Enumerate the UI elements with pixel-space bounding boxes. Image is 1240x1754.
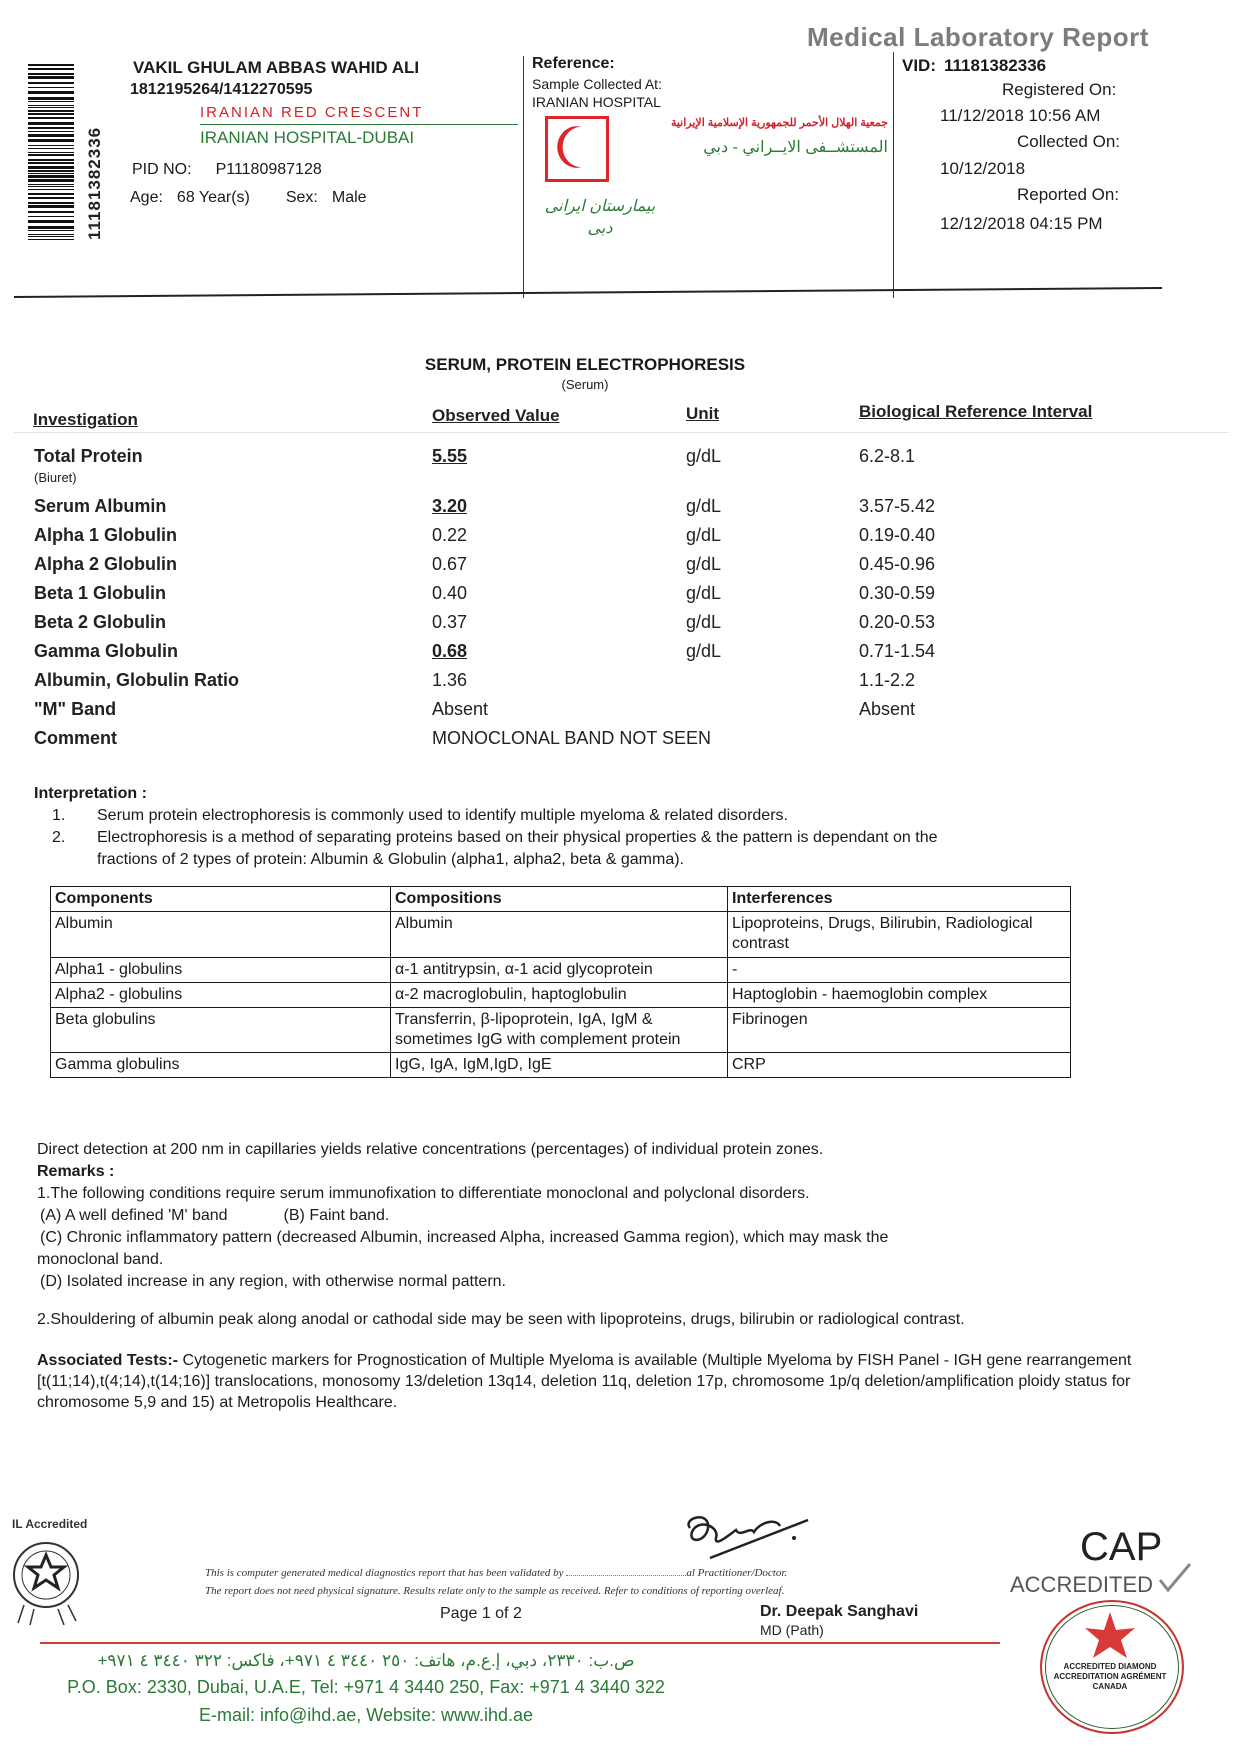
result-name: Comment: [34, 728, 118, 748]
table-row: [51, 958, 1071, 983]
disclaimer-line-1: [205, 1566, 787, 1580]
patient-ids: 1812195264/1412270595: [130, 81, 313, 98]
sex-label: Sex:: [285, 189, 318, 206]
interpretation-number: 2.: [52, 829, 66, 846]
barcode-bar: [28, 162, 74, 164]
composition-cell: Albumin: [391, 912, 728, 958]
accreditation-canada-star-icon: [1085, 1612, 1135, 1658]
vid-label: VID:: [902, 56, 936, 75]
result-unit: g/dL: [686, 583, 722, 603]
result-method: (Biuret): [34, 470, 77, 485]
barcode-bar: [28, 139, 74, 142]
test-title-text: SERUM, PROTEIN ELECTROPHORESIS: [424, 355, 746, 374]
result-reference: 0.45-0.96: [859, 554, 936, 574]
associated-tests-label: Associated Tests:-: [37, 1352, 179, 1369]
barcode-bar: [28, 230, 74, 231]
barcode-bar: [28, 193, 74, 195]
result-name: Beta 1 Globulin: [34, 583, 167, 603]
barcode-bar: [28, 186, 74, 187]
logo-persian-line-1: بیمارستان ایرانی: [544, 198, 656, 215]
barcode-bar: [28, 122, 74, 125]
header-compositions: Compositions: [391, 887, 728, 912]
hospital-arabic-red: جمعية الهلال الأحمر للجمهورية الإسلامية الإيرانية: [670, 117, 888, 129]
interpretation-text: Electrophoresis is a method of separating proteins based on their physical properties & the pattern is dependant on the: [97, 829, 938, 846]
column-header-unit: Unit: [686, 404, 720, 423]
barcode-bar: [28, 189, 74, 190]
interference-cell: Haptoglobin - haemoglobin complex: [728, 983, 1071, 1008]
interpretation-item: [52, 828, 938, 847]
barcode-bar: [28, 105, 74, 106]
associated-tests-text: Cytogenetic markers for Prognostication of Multiple Myeloma is available (Multiple Myeloma by FISH Panel - IGH gene rearrangement [t(11;14),t(4;14),t(14;16)] translocations, monosomy 13/deletion 13q14, deletion 11q, deletion 17p, chromosome 1p/q deletion/amplification ploidy status for chromosome 5,9 and 15) at Metropolis Healthcare.: [37, 1352, 1132, 1411]
barcode-bar: [28, 91, 74, 94]
composition-cell: Transferrin, β-lipoprotein, IgA, IgM & sometimes IgG with complement protein: [391, 1008, 728, 1053]
test-title: [0, 355, 1240, 375]
component-cell: Albumin: [51, 912, 391, 958]
barcode-bar: [28, 184, 74, 185]
svg-text:ACCREDITED: ACCREDITED: [1010, 1572, 1154, 1597]
red-crescent-icon: [552, 121, 596, 173]
result-reference: 0.19-0.40: [859, 525, 936, 545]
remark-ab: [40, 1206, 389, 1226]
barcode-bar: [28, 234, 74, 235]
barcode-number: 11181382336: [85, 126, 104, 240]
result-reference: 6.2-8.1: [859, 446, 916, 466]
result-name: Serum Albumin: [34, 496, 167, 516]
reported-value: 12/12/2018 04:15 PM: [940, 214, 1103, 233]
result-reference: 0.71-1.54: [859, 641, 936, 661]
composition-cell: α-2 macroglobulin, haptoglobulin: [391, 983, 728, 1008]
remark-1: 1.The following conditions require serum immunofixation to differentiate monoclonal and polyclonal disorders.: [37, 1185, 810, 1202]
barcode-bar: [28, 101, 74, 102]
test-specimen-text: (Serum): [561, 377, 609, 392]
component-cell: Alpha1 - globulins: [51, 958, 391, 983]
barcode-bar: [28, 82, 74, 84]
result-value: 0.67: [432, 554, 468, 574]
barcode-bar: [28, 175, 74, 178]
registered-label: Registered On:: [1002, 80, 1117, 99]
result-unit: g/dL: [686, 554, 722, 574]
result-value: MONOCLONAL BAND NOT SEEN: [432, 728, 712, 748]
barcode-bar: [28, 64, 74, 66]
interpretation-text: Serum protein electrophoresis is commonly used to identify multiple myeloma & related disorders.: [97, 807, 788, 824]
component-cell: Gamma globulins: [51, 1053, 391, 1078]
result-name: Alpha 2 Globulin: [34, 554, 177, 574]
result-reference: 3.57-5.42: [859, 496, 936, 516]
result-unit: g/dL: [686, 525, 722, 545]
components-table: [50, 886, 1071, 1078]
interpretation-number: 1.: [52, 807, 66, 824]
interpretation-heading: Interpretation :: [34, 785, 147, 802]
doctor-name: Dr. Deepak Sanghavi: [760, 1603, 919, 1620]
result-name: Alpha 1 Globulin: [34, 525, 177, 545]
column-header-rule: [14, 432, 1229, 433]
logo-persian-text: [530, 196, 670, 240]
header-divider-left: [523, 56, 524, 298]
result-value: 0.22: [432, 525, 468, 545]
barcode-bar: [28, 68, 74, 70]
registered-value: 11/12/2018 10:56 AM: [940, 106, 1101, 125]
disclaimer-1a: This is computer generated medical diagnostics report that has been validated by: [205, 1567, 564, 1579]
barcode-bar: [28, 226, 74, 229]
table-row: [51, 983, 1071, 1008]
barcode-bar: [28, 159, 74, 161]
barcode-bar: [28, 170, 74, 172]
remark-b: (B) Faint band.: [283, 1207, 390, 1224]
barcode-bar: [28, 202, 74, 204]
result-name: "M" Band: [34, 699, 117, 719]
result-reference: Absent: [859, 699, 916, 719]
remark-c: (C) Chronic inflammatory pattern (decreased Albumin, increased Alpha, increased Gamma region), which may mask the: [40, 1229, 889, 1246]
result-value: 3.20: [432, 496, 468, 516]
barcode-bar: [28, 236, 74, 237]
pid-field: [132, 160, 322, 179]
disclaimer-1b: al Practitioner/Doctor.: [686, 1567, 788, 1579]
barcode-bar: [28, 173, 74, 174]
barcode-bar: [28, 134, 74, 137]
patient-name: VAKIL GHULAM ABBAS WAHID ALI: [133, 58, 420, 77]
direct-detection-note: Direct detection at 200 nm in capillaries yields relative concentrations (percentages) of individual protein zones.: [37, 1141, 824, 1158]
associated-tests: [37, 1350, 1147, 1413]
accreditation-seal-icon: [10, 1535, 92, 1625]
address-arabic: ص.ب: ٢٣٣٠، دبي، إ.ع.م، هاتف: ٢٥٠ ٣٤٤٠ ٤ ٩٧١+، فاكس: ٣٢٢ ٣٤٤٠ ٤ ٩٧١+: [97, 1651, 635, 1670]
banner-divider: [200, 124, 518, 125]
barcode-bar: [28, 166, 74, 169]
hospital-banner-green: IRANIAN HOSPITAL-DUBAI: [200, 128, 415, 147]
header-divider-right: [893, 52, 894, 298]
signature-gap: [566, 1575, 686, 1576]
components-table-header: [51, 887, 1071, 912]
component-cell: Beta globulins: [51, 1008, 391, 1053]
svg-text:CAP: CAP: [1080, 1525, 1163, 1569]
vid-value: 11181382336: [944, 56, 1047, 75]
column-header-investigation: Investigation: [33, 410, 138, 429]
remark-a: (A) A well defined 'M' band: [40, 1207, 228, 1224]
result-value: 0.40: [432, 583, 468, 603]
interpretation-text-continued: fractions of 2 types of protein: Albumin & Globulin (alpha1, alpha2, beta & gamma).: [97, 851, 684, 868]
sex-value: Male: [331, 189, 367, 206]
barcode-bar: [28, 216, 74, 217]
barcode-bar: [28, 145, 74, 146]
interpretation-item: [52, 806, 788, 825]
remarks-heading: Remarks :: [37, 1163, 115, 1180]
barcode-bar: [28, 205, 74, 208]
result-value: 0.37: [432, 612, 468, 632]
remark-d: (D) Isolated increase in any region, with otherwise normal pattern.: [40, 1273, 506, 1290]
remark-2: 2.Shouldering of albumin peak along anodal or cathodal side may be seen with lipoproteins, drugs, bilirubin or radiological contrast.: [37, 1311, 965, 1328]
address: P.O. Box: 2330, Dubai, U.A.E, Tel: +971 4 3440 250, Fax: +971 4 3440 322: [67, 1677, 665, 1697]
barcode-bar: [28, 197, 74, 199]
column-header-reference: Biological Reference Interval: [859, 402, 1093, 421]
result-name: Total Protein: [34, 446, 143, 466]
logo-persian-line-2: دبی: [587, 220, 613, 237]
barcode-bar: [28, 113, 74, 115]
barcode-bar: [28, 107, 74, 108]
result-name: Beta 2 Globulin: [34, 612, 167, 632]
collected-value: 10/12/2018: [940, 159, 1026, 178]
column-header-observed: Observed Value: [432, 406, 560, 425]
result-reference: 1.1-2.2: [859, 670, 916, 690]
reported-label: Reported On:: [1017, 185, 1120, 204]
reference-label: Reference:: [532, 55, 615, 72]
interference-cell: Lipoproteins, Drugs, Bilirubin, Radiological contrast: [728, 912, 1071, 958]
barcode-bar: [28, 127, 74, 129]
interference-cell: CRP: [728, 1053, 1071, 1078]
result-name: Albumin, Globulin Ratio: [34, 670, 239, 690]
result-unit: g/dL: [686, 641, 722, 661]
result-value: 5.55: [432, 446, 468, 466]
composition-cell: α-1 antitrypsin, α-1 acid glycoprotein: [391, 958, 728, 983]
vid-field: [902, 56, 1046, 76]
barcode-bar: [28, 179, 74, 182]
result-value: 0.68: [432, 641, 468, 661]
table-row: [51, 1008, 1071, 1053]
composition-cell: IgG, IgA, IgM,IgD, IgE: [391, 1053, 728, 1078]
header-interferences: Interferences: [728, 887, 1071, 912]
doctor-signature: [680, 1508, 820, 1564]
component-cell: Alpha2 - globulins: [51, 983, 391, 1008]
result-unit: g/dL: [686, 496, 722, 516]
barcode-bar: [28, 87, 74, 88]
interference-cell: -: [728, 958, 1071, 983]
contact-info: E-mail: info@ihd.ae, Website: www.ihd.ae: [198, 1705, 534, 1725]
collected-label: Collected On:: [1017, 132, 1120, 151]
barcode-bar: [28, 154, 74, 156]
hospital-arabic-green: المستشــفى الايــراني - دبي: [703, 139, 888, 156]
test-specimen: [0, 377, 1240, 392]
barcode-bar: [28, 131, 74, 132]
barcode-bar: [28, 152, 74, 153]
barcode-bar: [28, 117, 74, 119]
header-bottom-rule: [14, 287, 1162, 298]
barcode-bar: [28, 73, 74, 75]
accredited-label: IL Accredited: [12, 1517, 88, 1531]
result-unit: g/dL: [686, 446, 722, 466]
page-indicator: Page 1 of 2: [440, 1605, 522, 1622]
table-row: [51, 1053, 1071, 1078]
barcode-bar: [28, 110, 74, 112]
barcode-bar: [28, 239, 74, 240]
result-reference: 0.20-0.53: [859, 612, 936, 632]
barcode-bar: [28, 148, 74, 149]
interference-cell: Fibrinogen: [728, 1008, 1071, 1053]
remark-c-continued: monoclonal band.: [37, 1251, 164, 1268]
hospital-banner-red: IRANIAN RED CRESCENT: [200, 104, 424, 121]
result-value: 1.36: [432, 670, 468, 690]
pid-label: PID NO:: [132, 161, 192, 178]
sample-collected-label: Sample Collected At:: [532, 76, 662, 92]
result-name: Gamma Globulin: [34, 641, 179, 661]
table-row: [51, 912, 1071, 958]
result-unit: g/dL: [686, 612, 722, 632]
result-value: Absent: [432, 699, 489, 719]
barcode: [28, 64, 74, 240]
barcode-bar: [28, 220, 74, 223]
age-value: 68 Year(s): [176, 189, 250, 206]
doctor-degree: MD (Path): [760, 1622, 824, 1638]
result-reference: 0.30-0.59: [859, 583, 936, 603]
disclaimer-line-2: The report does not need physical signature. Results relate only to the sample as received. Refer to conditions of reporting overleaf.: [205, 1585, 785, 1597]
barcode-bar: [28, 97, 74, 100]
footer-red-rule: [40, 1642, 1000, 1644]
age-label: Age:: [130, 189, 163, 206]
report-title: Medical Laboratory Report: [807, 22, 1149, 52]
cap-accreditation-logo: [1010, 1520, 1230, 1600]
header-components: Components: [51, 887, 391, 912]
accreditation-canada-text: ACCREDITED DIAMOND ACCREDITATION AGRÉMENT CANADA: [1053, 1662, 1167, 1691]
sample-collected-value: IRANIAN HOSPITAL: [532, 94, 661, 110]
barcode-bar: [28, 211, 74, 213]
age-sex-field: [130, 188, 367, 207]
pid-value: P11180987128: [215, 161, 322, 178]
barcode-bar: [28, 76, 74, 79]
